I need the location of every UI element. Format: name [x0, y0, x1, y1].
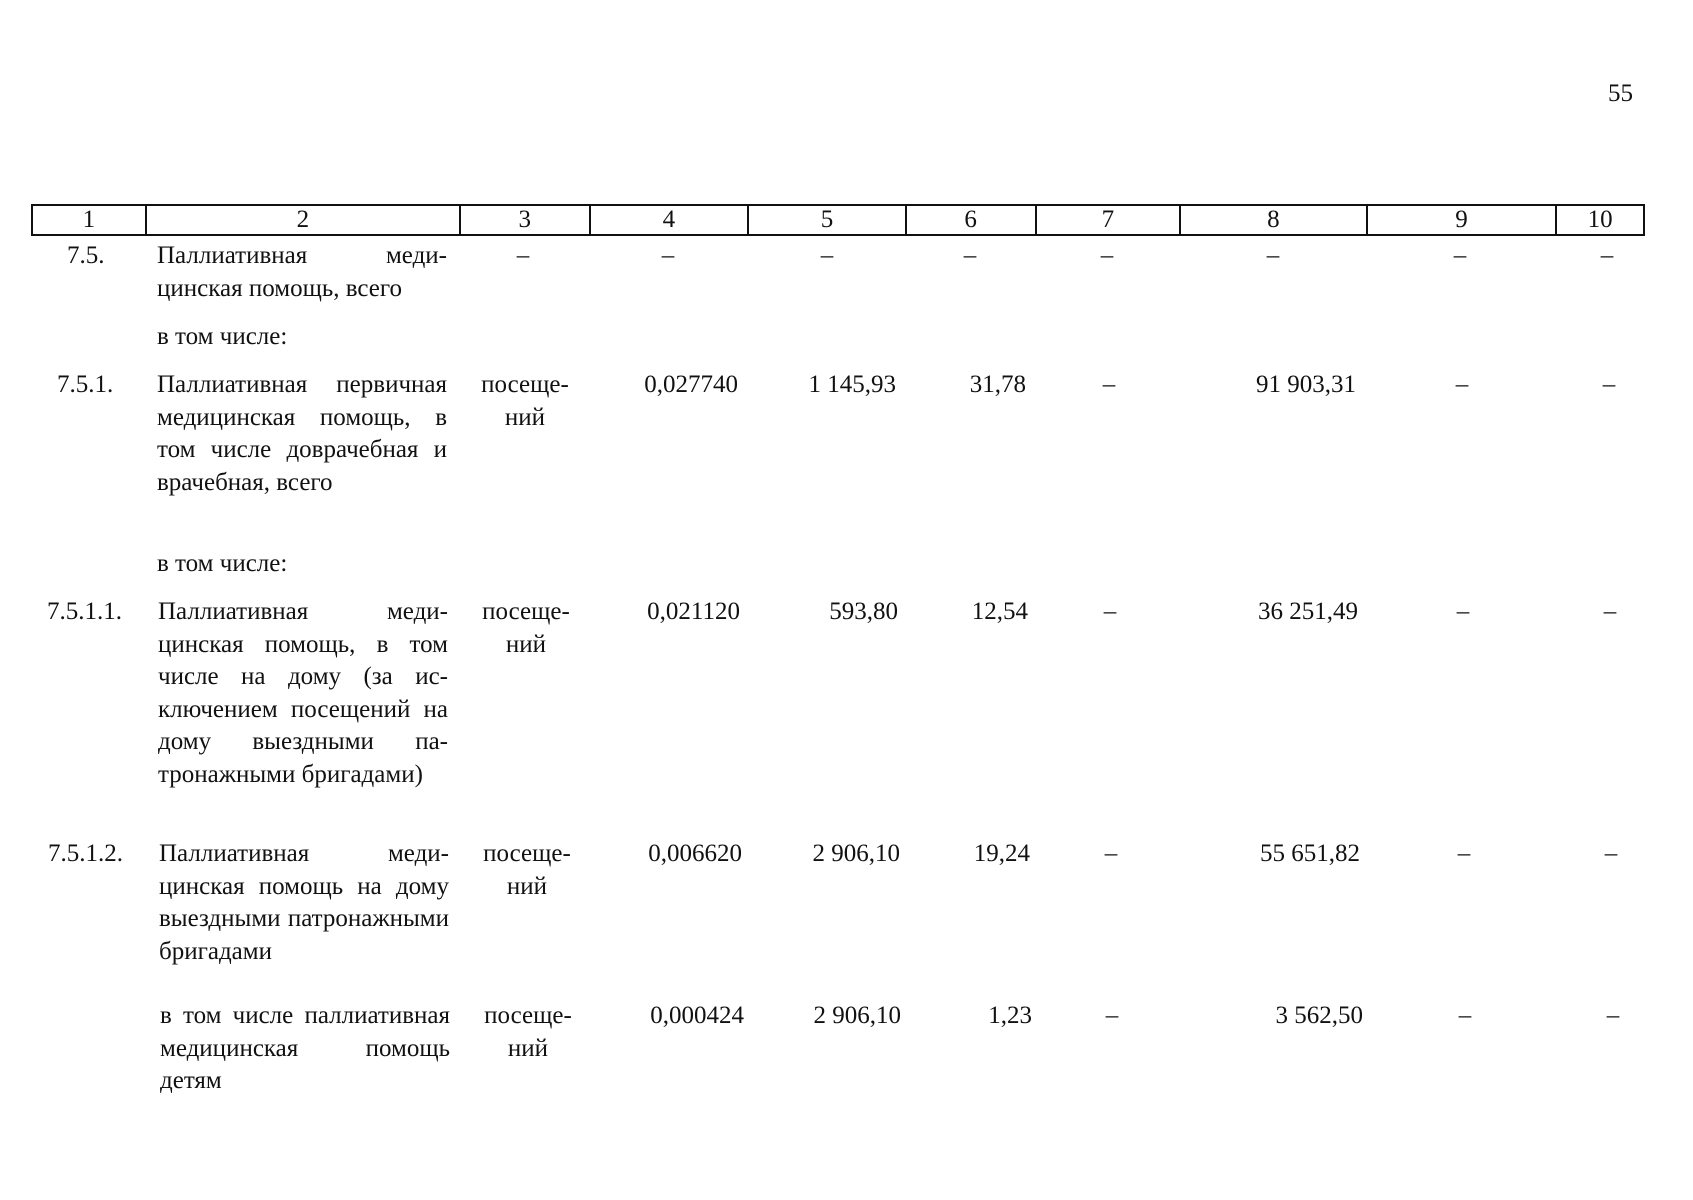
cell-col-9: –: [1458, 1002, 1472, 1029]
cell-col-3: –: [516, 242, 530, 269]
cell-col-8: –: [1266, 242, 1280, 269]
row-description: Паллиативная медицинская помощь, всего: [157, 242, 447, 302]
table-header: [31, 204, 1645, 236]
cell-col-9: –: [1455, 371, 1469, 398]
cell-col-7: –: [1103, 598, 1117, 625]
cell-col-9: –: [1456, 598, 1470, 625]
header-col-10: 10: [1587, 206, 1613, 233]
cell-col-7: –: [1105, 1002, 1119, 1029]
row-description: Паллиативная первичная медицинская помощь, в том числе доврачебная и врачебная, всего: [157, 371, 447, 496]
row-unit: посещений: [482, 598, 570, 658]
subheading: в том числе:: [157, 323, 288, 350]
cell-col-5: 2 906,10: [813, 1002, 901, 1029]
header-col-7: 7: [1037, 206, 1182, 234]
cell-col-4: 0,000424: [650, 1002, 744, 1029]
header-col-1: 1: [33, 206, 147, 234]
cell-col-10: –: [1606, 1002, 1620, 1029]
row-code: 7.5.1.1.: [47, 598, 122, 625]
cell-col-9: –: [1457, 840, 1471, 867]
cell-col-8: 36 251,49: [1258, 598, 1358, 625]
header-col-6: 6: [907, 206, 1037, 234]
row-description: Паллиативная медицинская помощь, в том числе на дому (за исключением посещений на дому выездными патронажными бригадами): [158, 598, 448, 788]
cell-col-7: –: [1102, 371, 1116, 398]
header-col-8: 8: [1181, 206, 1368, 234]
cell-col-6: 19,24: [973, 840, 1030, 867]
row-unit: посещений: [484, 1002, 572, 1062]
cell-col-4: 0,021120: [647, 598, 740, 625]
cell-col-4: 0,006620: [648, 840, 742, 867]
header-col-5: 5: [749, 206, 907, 234]
cell-col-10: –: [1602, 371, 1616, 398]
cell-col-8: 55 651,82: [1260, 840, 1360, 867]
page-number: 55: [1608, 80, 1633, 107]
cell-col-6: 31,78: [969, 371, 1026, 398]
cell-col-7: –: [1104, 840, 1118, 867]
cell-col-5: 593,80: [829, 598, 898, 625]
cell-col-6: –: [963, 242, 977, 269]
row-description: в том числе паллиативная медицинская помощь детям: [160, 1002, 450, 1094]
row-code: 7.5.: [67, 242, 105, 269]
row-description: Паллиативная медицинская помощь на дому выездными патронажными бригадами: [159, 840, 449, 965]
cell-col-10: –: [1600, 242, 1614, 269]
cell-col-8: 3 562,50: [1275, 1002, 1363, 1029]
cell-col-5: –: [820, 242, 834, 269]
cell-col-10: –: [1604, 840, 1618, 867]
cell-col-4: 0,027740: [644, 371, 738, 398]
header-col-3: 3: [461, 206, 591, 234]
cell-col-7: –: [1100, 242, 1114, 269]
row-unit: посещений: [481, 371, 569, 431]
row-code: 7.5.1.2.: [48, 840, 123, 867]
cell-col-5: 1 145,93: [808, 371, 896, 398]
header-col-2: 2: [147, 206, 461, 234]
cell-col-6: 1,23: [988, 1002, 1032, 1029]
cell-col-4: –: [661, 242, 675, 269]
row-unit: посещений: [483, 840, 571, 900]
header-col-4: 4: [591, 206, 750, 234]
cell-col-8: 91 903,31: [1256, 371, 1356, 398]
row-code: 7.5.1.: [57, 371, 114, 398]
cell-col-9: –: [1453, 242, 1467, 269]
subheading: в том числе:: [157, 550, 288, 577]
cell-col-10: –: [1603, 598, 1617, 625]
header-col-9: 9: [1368, 206, 1558, 234]
cell-col-6: 12,54: [971, 598, 1028, 625]
cell-col-5: 2 906,10: [812, 840, 900, 867]
